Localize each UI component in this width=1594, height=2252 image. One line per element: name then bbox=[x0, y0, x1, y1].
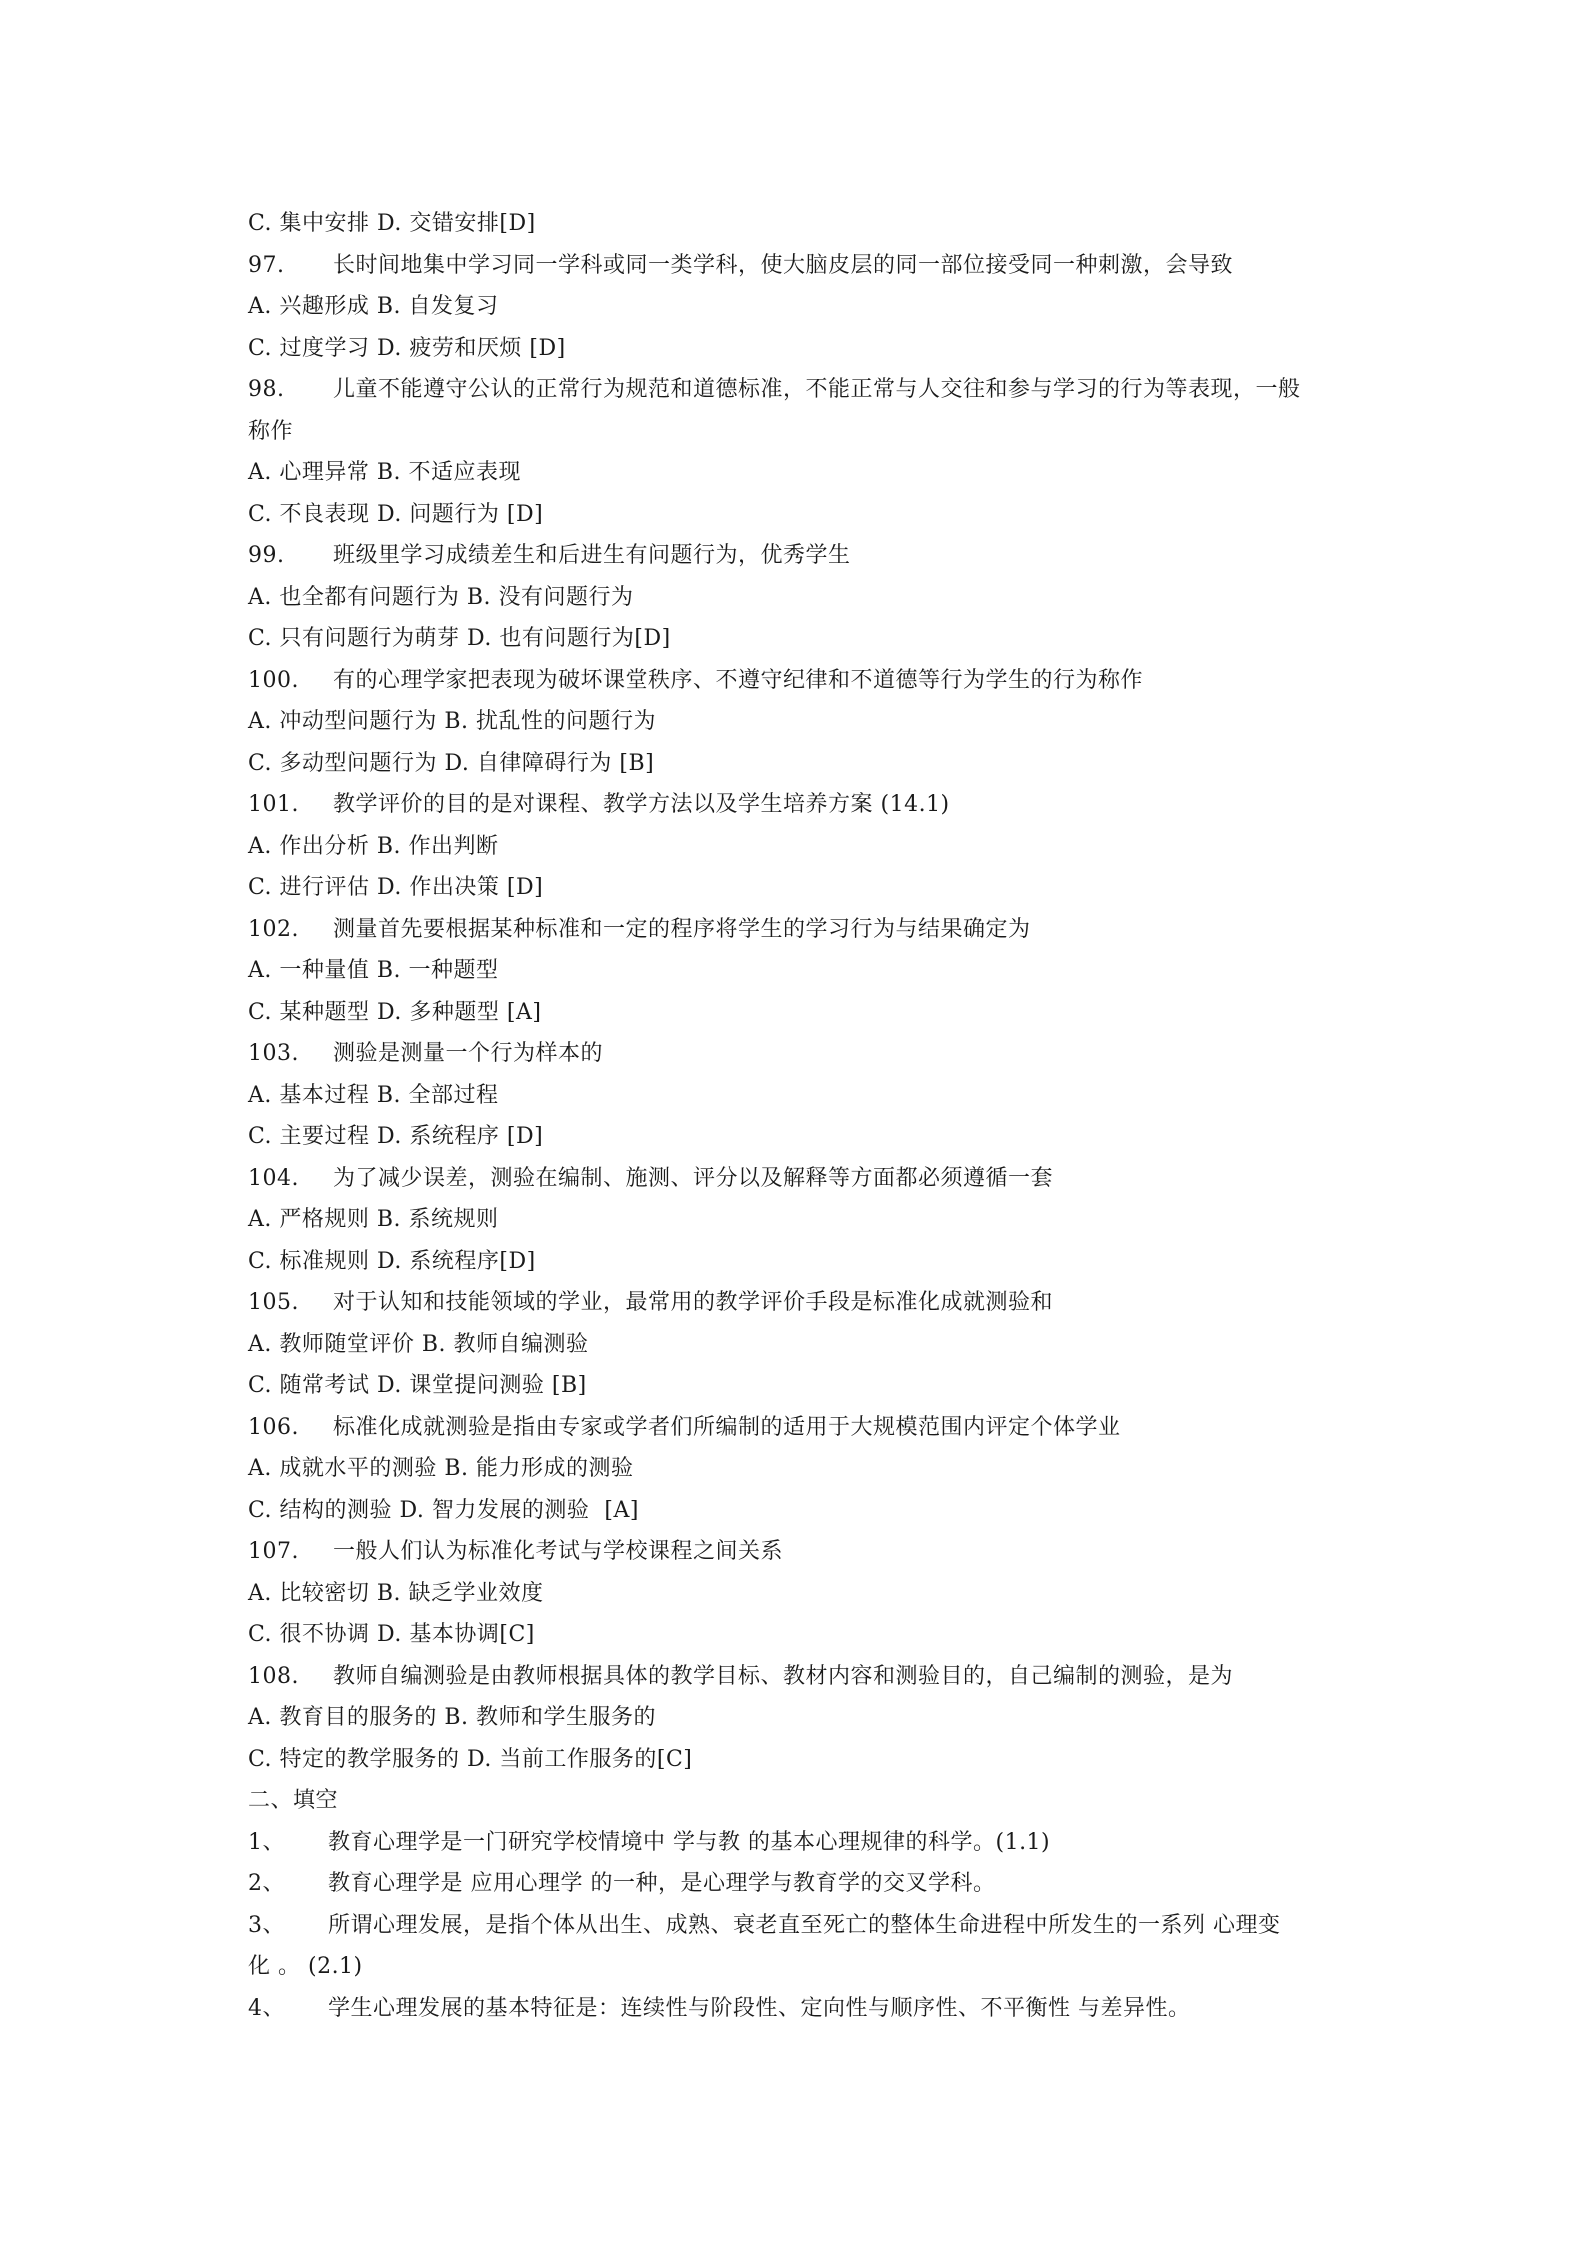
item-text: 教育心理学是一门研究学校情境中 学与教 的基本心理规律的科学。(1.1) bbox=[328, 1829, 1051, 1855]
question-number: 104. bbox=[248, 1165, 299, 1191]
text-line: C. 随常考试 D. 课堂提问测验 [B] bbox=[248, 1373, 587, 1398]
item-text: 教育心理学是 应用心理学 的一种，是心理学与教育学的交叉学科。 bbox=[328, 1871, 996, 1896]
text-line: C. 集中安排 D. 交错安排[D] bbox=[248, 211, 536, 236]
text-line: A. 基本过程 B. 全部过程 bbox=[248, 1082, 499, 1108]
text-line: A. 教育目的服务的 B. 教师和学生服务的 bbox=[248, 1705, 657, 1730]
text-line: 化 。 (2.1) bbox=[248, 1954, 363, 1979]
question-text: 教学评价的目的是对课程、教学方法以及学生培养方案 (14.1) bbox=[333, 792, 950, 817]
question-text: 长时间地集中学习同一学科或同一类学科，使大脑皮层的同一部位接受同一种刺激，会导致 bbox=[333, 252, 1234, 278]
item-number: 3、 bbox=[248, 1912, 285, 1938]
question-text: 有的心理学家把表现为破坏课堂秩序、不遵守纪律和不道德等行为学生的行为称作 bbox=[333, 667, 1144, 693]
question-number: 107. bbox=[248, 1539, 299, 1564]
item-text: 所谓心理发展，是指个体从出生、成熟、衰老直至死亡的整体生命进程中所发生的一系列 心理变 bbox=[328, 1912, 1281, 1938]
text-line: A. 一种量值 B. 一种题型 bbox=[248, 958, 499, 983]
question-number: 99. bbox=[248, 543, 285, 568]
question-text: 对于认知和技能领域的学业，最常用的教学评价手段是标准化成就测验和 bbox=[333, 1290, 1054, 1315]
question-number: 98. bbox=[248, 377, 285, 402]
question-line bbox=[248, 784, 1358, 826]
question-line bbox=[248, 909, 1358, 951]
text-line: 称作 bbox=[248, 418, 294, 444]
question-line bbox=[248, 245, 1358, 287]
question-number: 101. bbox=[248, 792, 299, 817]
question-text: 儿童不能遵守公认的正常行为规范和道德标准，不能正常与人交往和参与学习的行为等表现，一般 bbox=[333, 377, 1301, 402]
fill-blank-line bbox=[248, 1863, 1358, 1905]
question-line bbox=[248, 535, 1358, 577]
document-content bbox=[248, 203, 1358, 2029]
fill-blank-line bbox=[248, 1988, 1358, 2030]
question-number: 105. bbox=[248, 1290, 299, 1315]
text-line: C. 某种题型 D. 多种题型 [A] bbox=[248, 999, 542, 1025]
item-number: 4、 bbox=[248, 1995, 285, 2021]
text-line: A. 教师随堂评价 B. 教师自编测验 bbox=[248, 1331, 589, 1357]
question-number: 102. bbox=[248, 916, 299, 942]
text-line: C. 主要过程 D. 系统程序 [D] bbox=[248, 1124, 544, 1149]
text-line: C. 只有问题行为萌芽 D. 也有问题行为[D] bbox=[248, 626, 671, 651]
question-text: 班级里学习成绩差生和后进生有问题行为，优秀学生 bbox=[333, 543, 851, 568]
text-line: C. 结构的测验 D. 智力发展的测验 [A] bbox=[248, 1497, 639, 1523]
text-line: A. 也全都有问题行为 B. 没有问题行为 bbox=[248, 584, 634, 610]
question-text: 测量首先要根据某种标准和一定的程序将学生的学习行为与结果确定为 bbox=[333, 916, 1031, 942]
question-line bbox=[248, 1531, 1358, 1573]
text-line: A. 作出分析 B. 作出判断 bbox=[248, 833, 499, 859]
question-text: 一般人们认为标准化考试与学校课程之间关系 bbox=[333, 1539, 784, 1564]
fill-blank-line bbox=[248, 1905, 1358, 1947]
question-line bbox=[248, 1656, 1358, 1698]
text-line: A. 冲动型问题行为 B. 扰乱性的问题行为 bbox=[248, 709, 657, 734]
question-line bbox=[248, 1282, 1358, 1324]
item-number: 2、 bbox=[248, 1871, 285, 1896]
question-number: 100. bbox=[248, 667, 299, 693]
text-line: C. 进行评估 D. 作出决策 [D] bbox=[248, 875, 544, 900]
question-text: 标准化成就测验是指由专家或学者们所编制的适用于大规模范围内评定个体学业 bbox=[333, 1414, 1121, 1440]
question-number: 106. bbox=[248, 1414, 299, 1440]
text-line: A. 兴趣形成 B. 自发复习 bbox=[248, 294, 499, 319]
fill-blank-line bbox=[248, 1822, 1358, 1864]
text-line: A. 成就水平的测验 B. 能力形成的测验 bbox=[248, 1456, 634, 1481]
question-number: 103. bbox=[248, 1041, 299, 1066]
text-line: 二、填空 bbox=[248, 1788, 339, 1813]
question-number: 108. bbox=[248, 1663, 299, 1689]
text-line: C. 特定的教学服务的 D. 当前工作服务的[C] bbox=[248, 1746, 693, 1772]
question-text: 为了减少误差，测验在编制、施测、评分以及解释等方面都必须遵循一套 bbox=[333, 1165, 1054, 1191]
question-line bbox=[248, 660, 1358, 702]
question-text: 测验是测量一个行为样本的 bbox=[333, 1041, 604, 1066]
text-line: C. 不良表现 D. 问题行为 [D] bbox=[248, 501, 544, 527]
text-line: C. 过度学习 D. 疲劳和厌烦 [D] bbox=[248, 335, 566, 361]
question-line bbox=[248, 1033, 1358, 1075]
question-line bbox=[248, 1158, 1358, 1200]
question-number: 97. bbox=[248, 252, 285, 278]
text-line: C. 多动型问题行为 D. 自律障碍行为 [B] bbox=[248, 750, 655, 776]
text-line: A. 心理异常 B. 不适应表现 bbox=[248, 460, 522, 485]
item-text: 学生心理发展的基本特征是：连续性与阶段性、定向性与顺序性、不平衡性 与差异性。 bbox=[328, 1995, 1191, 2021]
text-line: C. 标准规则 D. 系统程序[D] bbox=[248, 1248, 536, 1274]
item-number: 1、 bbox=[248, 1829, 285, 1855]
text-line: A. 比较密切 B. 缺乏学业效度 bbox=[248, 1580, 544, 1606]
question-line bbox=[248, 1407, 1358, 1449]
question-text: 教师自编测验是由教师根据具体的教学目标、教材内容和测验目的，自己编制的测验，是为 bbox=[333, 1663, 1234, 1689]
text-line: A. 严格规则 B. 系统规则 bbox=[248, 1207, 499, 1232]
question-line bbox=[248, 369, 1358, 411]
text-line: C. 很不协调 D. 基本协调[C] bbox=[248, 1622, 535, 1647]
